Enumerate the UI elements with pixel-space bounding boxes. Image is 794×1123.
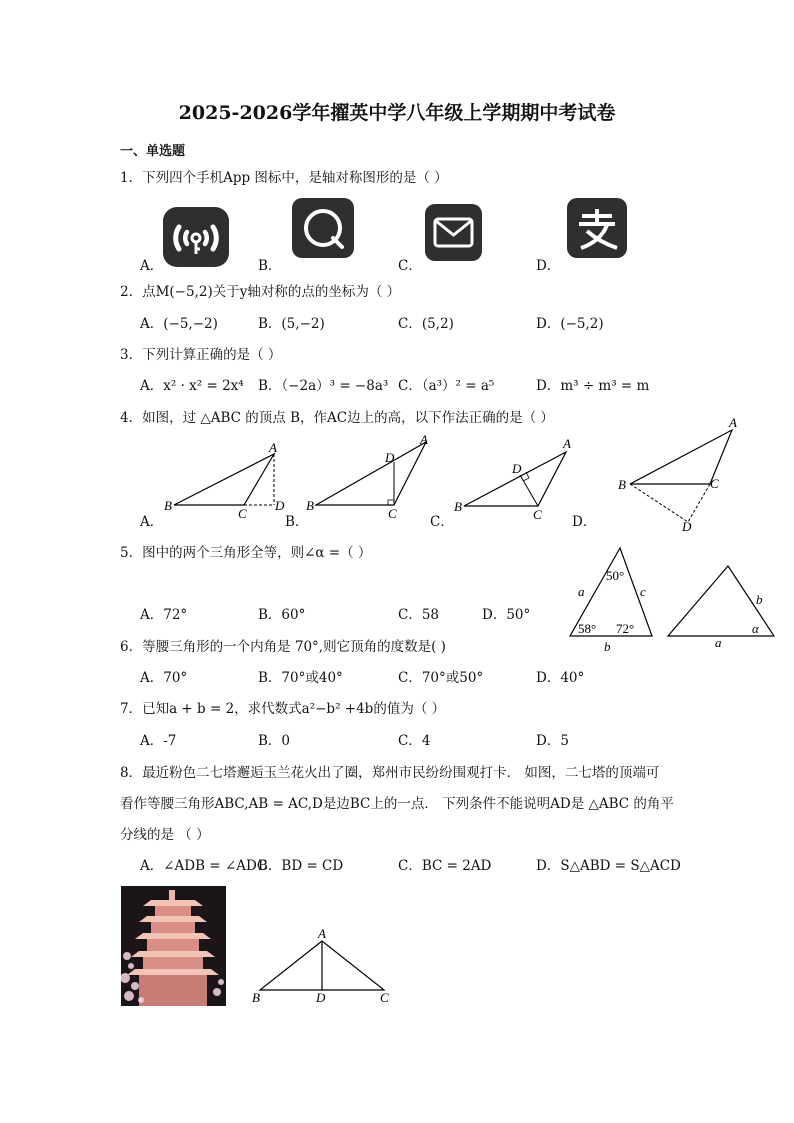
q8-option-a: A．∠ADB = ∠ADC (140, 858, 268, 874)
q8-option-b: B．BD = CD (258, 858, 344, 874)
q2-option-b: B．(5,−2) (258, 316, 325, 332)
question-8-line1: 8．最近粉色二七塔邂逅玉兰花火出了圈，郑州市民纷纷围观打卡． 如图，二七塔的顶端可 (120, 765, 660, 781)
q1-option-d: D． (536, 258, 561, 274)
q4d-label-d: D (682, 519, 692, 534)
q7-option-b: B．0 (258, 733, 291, 749)
q5-side-c: c (640, 584, 646, 599)
q4-option-c: C． (430, 514, 454, 530)
q5-option-b: B．60° (258, 607, 306, 623)
wifi-key-icon (163, 207, 229, 267)
q4d-label-b: B (618, 477, 626, 492)
question-8-line2: 看作等腰三角形ABC,AB = AC,D是边BC上的一点． 下列条件不能说明AD是 △ABC 的角平 (120, 796, 674, 812)
q7-option-d: D．5 (536, 733, 569, 749)
q3-option-b: B．（−2a）³ = −8a³ (258, 378, 389, 394)
question-2: 2．点M(−5,2)关于y轴对称的点的坐标为（ ） (120, 284, 401, 300)
q4a-label-d: D (275, 498, 285, 513)
q4b-label-a: A (420, 432, 428, 447)
q8-option-d: D．S△ABD = S△ACD (536, 858, 681, 874)
q5-option-d: D．50° (482, 607, 531, 623)
q1-option-b: B． (258, 258, 282, 274)
q4b-label-c: C (388, 506, 397, 521)
q5-option-c: C．58 (398, 607, 440, 623)
question-6: 6．等腰三角形的一个内角是 70°,则它顶角的度数是( ) (120, 639, 446, 655)
q4a-label-c: C (238, 506, 247, 521)
q4b-label-b: B (306, 498, 314, 513)
q5-figure (560, 540, 790, 656)
pagoda-photo (121, 886, 226, 1006)
question-5: 5．图中的两个三角形全等，则∠α =（ ） (120, 545, 372, 561)
q4a-label-a: A (269, 440, 277, 455)
q8-option-c: C．BC = 2AD (398, 858, 492, 874)
q2-option-a: A．(−5,−2) (140, 316, 218, 332)
q6-option-a: A．70° (140, 670, 188, 686)
q4-figure-c (454, 436, 571, 522)
q4c-label-d: D (512, 461, 522, 476)
q4-figure-b (306, 432, 428, 521)
q8-label-a: A (318, 926, 326, 941)
q2-option-c: C．(5,2) (398, 316, 454, 332)
q5-top-angle: 50° (606, 568, 625, 583)
question-4: 4．如图，过 △ABC 的顶点 B，作AC边上的高，以下作法正确的是（ ） (120, 410, 554, 426)
page-title: 2025-2026学年擢英中学八年级上学期期中考试卷 (178, 102, 616, 124)
q8-figure (240, 924, 410, 1010)
q8-label-c: C (380, 990, 389, 1005)
q5-side-b2: b (756, 592, 763, 607)
q5-left-angle: 58° (578, 621, 597, 636)
q4-option-b: B． (285, 514, 309, 530)
q4-figure-d (618, 415, 737, 534)
q4c-label-b: B (454, 499, 462, 514)
q4d-label-a: A (729, 415, 737, 430)
q7-option-a: A．-7 (140, 733, 177, 749)
q5-right-angle: 72° (616, 621, 635, 636)
mail-icon (425, 204, 482, 261)
q5-side-a: a (578, 584, 585, 599)
question-8-line3: 分线的是 （ ） (120, 827, 210, 843)
q3-option-c: C．（a³）² = a⁵ (398, 378, 495, 394)
q1-option-a: A． (140, 258, 164, 274)
q4b-label-d: D (385, 450, 395, 465)
q4a-label-b: B (164, 498, 172, 513)
q6-option-b: B．70°或40° (258, 670, 343, 686)
q8-label-b: B (252, 990, 260, 1005)
alipay-icon (567, 198, 627, 258)
q7-option-c: C．4 (398, 733, 431, 749)
q5-side-b: b (604, 639, 611, 654)
q4-option-a: A． (140, 514, 164, 530)
q2-option-d: D．(−5,2) (536, 316, 604, 332)
q4-figure-a (164, 440, 285, 521)
q5-option-a: A．72° (140, 607, 188, 623)
question-3: 3．下列计算正确的是（ ） (120, 347, 282, 363)
q4d-label-c: C (710, 476, 719, 491)
q4c-label-a: A (563, 436, 571, 451)
q4c-label-c: C (533, 507, 542, 522)
q6-option-c: C．70°或50° (398, 670, 484, 686)
q3-option-a: A．x² · x² = 2x⁴ (140, 378, 244, 394)
q6-option-d: D．40° (536, 670, 585, 686)
q5-alpha: α (752, 621, 759, 636)
q8-label-d: D (316, 990, 326, 1005)
q-letter-icon (292, 198, 354, 258)
q4-option-d: D． (572, 514, 597, 530)
q1-option-c: C． (398, 258, 422, 274)
q3-option-d: D．m³ ÷ m³ = m (536, 378, 650, 394)
q5-side-a2: a (715, 635, 722, 650)
section-heading: 一、单选题 (120, 144, 186, 159)
question-7: 7．已知a + b = 2，求代数式a²−b² +4b的值为（ ） (120, 701, 446, 717)
question-1: 1．下列四个手机App 图标中，是轴对称图形的是（ ） (120, 170, 448, 186)
